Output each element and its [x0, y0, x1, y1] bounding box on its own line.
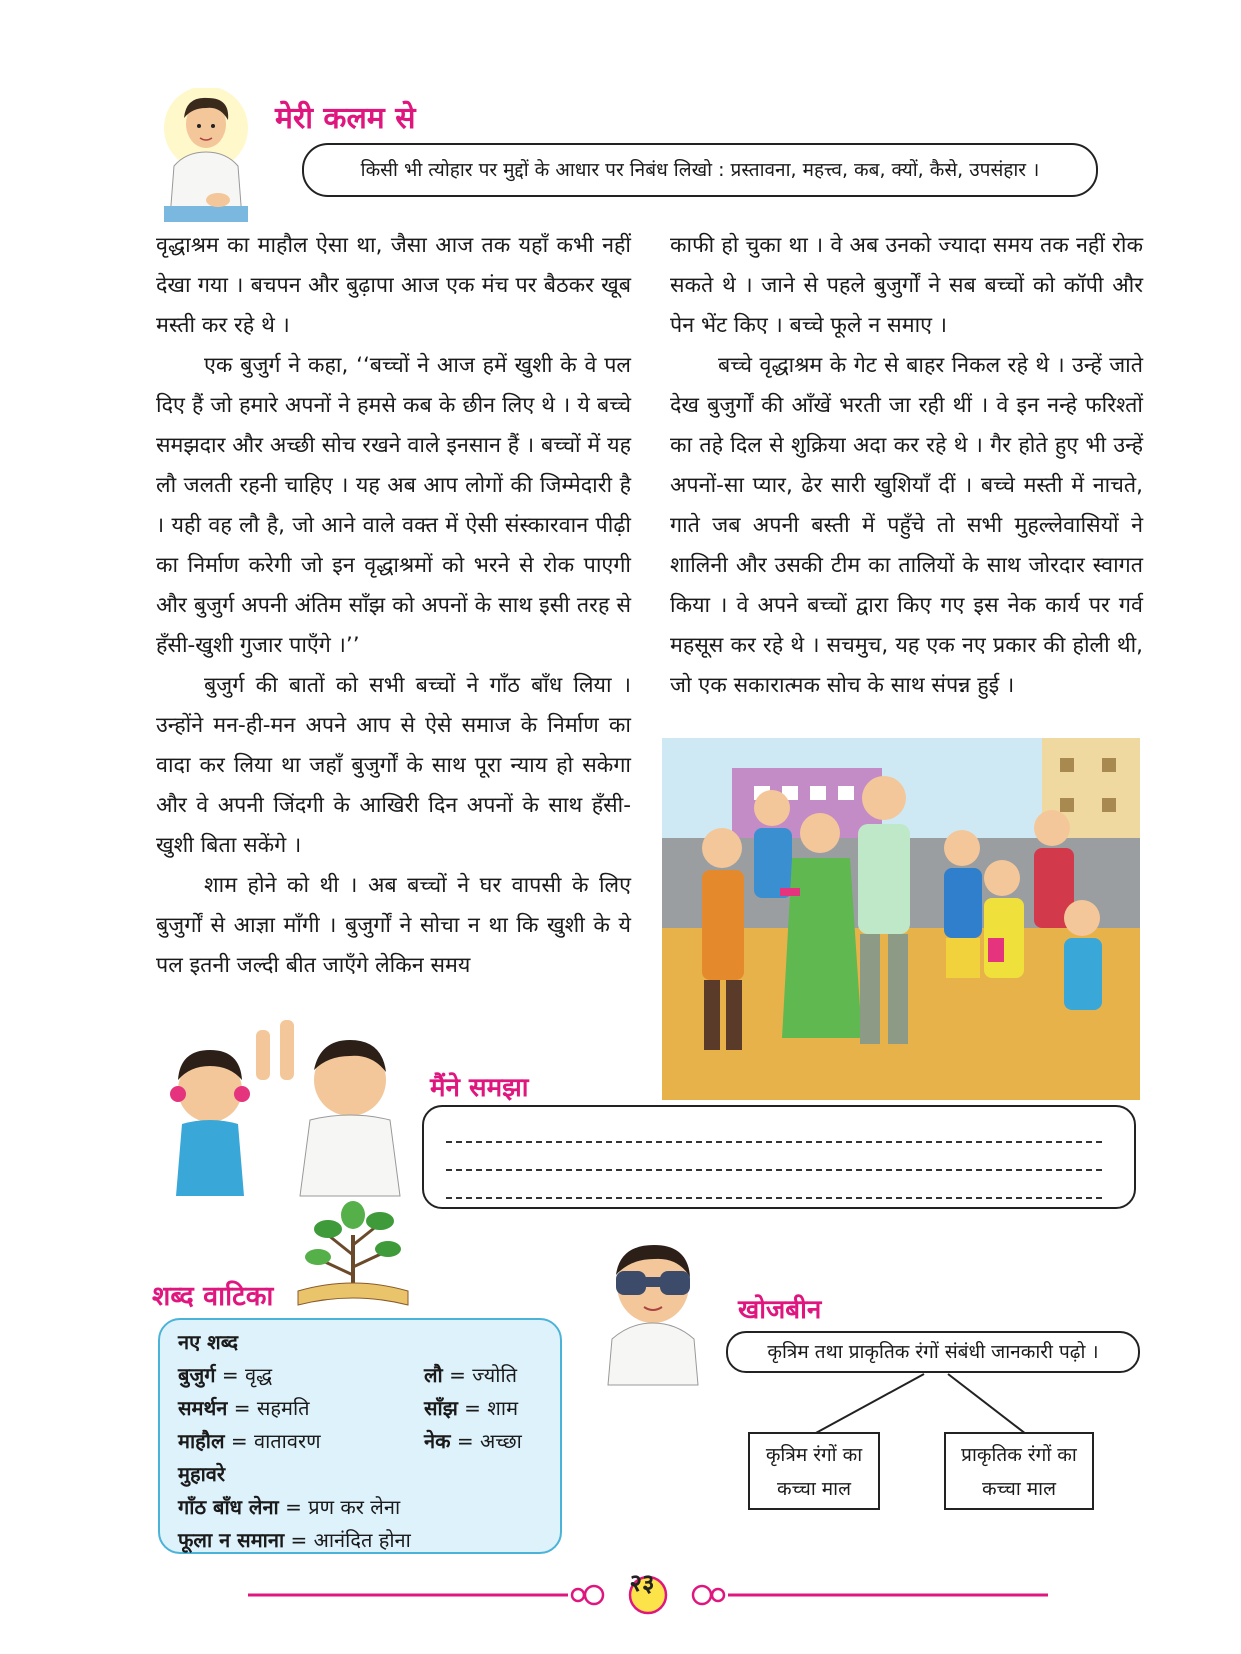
kids-raising-hands-illustration — [160, 1020, 450, 1200]
box-line: कच्चा माल — [982, 1478, 1056, 1500]
idiom-meaning: = आनंदित होना — [284, 1528, 411, 1552]
word: साँझ — [424, 1396, 458, 1420]
khojbeen-prompt: कृत्रिम तथा प्राकृतिक रंगों संबंधी जानकारी पढ़ो । — [726, 1331, 1140, 1373]
story-paragraph: वृद्धाश्रम का माहौल ऐसा था, जैसा आज तक यहाँ कभी नहीं देखा गया । बचपन और बुढ़ापा आज एक मंच पर बैठकर खूब मस्ती कर रहे थे । — [156, 233, 631, 338]
boy-binoculars-illustration — [594, 1235, 712, 1390]
plant-book-icon — [288, 1195, 418, 1310]
shabd-vatika-box — [158, 1318, 562, 1554]
idiom: फूला न समाना — [178, 1528, 285, 1552]
word-meaning: = शाम — [457, 1396, 519, 1420]
story-column-right — [670, 226, 1143, 706]
story-column-left — [156, 226, 631, 986]
word: समर्थन — [178, 1396, 228, 1420]
story-paragraph: बच्चे वृद्धाश्रम के गेट से बाहर निकल रहे थे । उन्हें जाते देख बुजुर्गों की आँखें भरती जा रही थीं । वे इन नन्हे फरिश्तों का तहे दिल से शुक्रिया अदा कर रहे थे । गैर होते हुए भी उन्हें अपनों-सा प्यार, ढेर सारी खुशियाँ दीं । बच्चे मस्ती में नाचते, गाते जब अपनी बस्ती में पहुँचे तो सभी मुहल्लेवासियों ने शालिनी और उसकी टीम का तालियों के साथ जोरदार स्वागत किया । वे अपने बच्चों द्वारा किए गए इस नेक कार्य पर गर्व महसूस कर रहे थे । सचमुच, यह एक नए प्रकार की होली थी, जो एक सकारात्मक सोच के साथ संपन्न हुई । — [670, 353, 1143, 698]
meri-kalam-title: मेरी कलम से — [275, 101, 416, 136]
story-paragraph: शाम होने को थी । अब बच्चों ने घर वापसी के लिए बुजुर्गों से आज्ञा माँगी । बुजुर्गों ने सोचा न था कि खुशी के ये पल इतनी जल्दी बीत जाएँगे लेकिन समय — [156, 873, 631, 978]
answer-line[interactable] — [446, 1171, 1102, 1199]
idiom: गाँठ बाँध लेना — [178, 1495, 279, 1519]
word-pair-row — [178, 1359, 546, 1392]
holi-celebration-illustration — [662, 738, 1140, 1100]
word: माहौल — [178, 1429, 225, 1453]
word-pair-row — [178, 1392, 546, 1425]
answer-line[interactable] — [446, 1143, 1102, 1171]
word: बुजुर्ग — [178, 1363, 216, 1387]
idiom-row — [178, 1491, 546, 1524]
essay-prompt: किसी भी त्योहार पर मुद्दों के आधार पर निबंध लिखो : प्रस्तावना, महत्त्व, कब, क्यों, कैसे, उपसंहार । — [302, 143, 1098, 197]
word-meaning: = वृद्ध — [215, 1363, 273, 1387]
story-paragraph: बुजुर्ग की बातों को सभी बच्चों ने गाँठ बाँध लिया । उन्होंने मन-ही-मन अपने आप से ऐसे समाज के निर्माण का वादा कर लिया था जहाँ बुजुर्गों के साथ पूरा न्याय हो सकेगा और वे अपनी जिंदगी के आखिरी दिन अपनों के साथ हँसी-खुशी बिता सकेंगे । — [156, 673, 631, 858]
word-pair-row — [178, 1425, 546, 1458]
word-meaning: = अच्छा — [450, 1429, 522, 1453]
new-words-heading: नए शब्द — [178, 1330, 239, 1354]
artificial-colors-box — [748, 1432, 880, 1510]
idioms-heading: मुहावरे — [178, 1462, 226, 1486]
word: लौ — [424, 1363, 443, 1387]
answer-line[interactable] — [446, 1115, 1102, 1143]
maine-samjha-answer-box[interactable] — [422, 1105, 1136, 1209]
word-meaning: = सहमति — [227, 1396, 310, 1420]
box-line: कच्चा माल — [777, 1478, 851, 1500]
idiom-meaning: = प्रण कर लेना — [278, 1495, 401, 1519]
connector-lines — [800, 1370, 1100, 1440]
page-number: २३ — [629, 1569, 655, 1597]
shabd-vatika-title: शब्द वाटिका — [152, 1281, 274, 1312]
natural-colors-box — [944, 1432, 1094, 1510]
boy-writing-illustration — [156, 88, 256, 228]
khojbeen-title: खोजबीन — [738, 1295, 822, 1325]
story-paragraph: काफी हो चुका था । वे अब उनको ज्यादा समय तक नहीं रोक सकते थे । जाने से पहले बुजुर्गों ने सब बच्चों को कॉपी और पेन भेंट किए । बच्चे फूले न समाए । — [670, 233, 1143, 338]
word-meaning: = ज्योति — [442, 1363, 518, 1387]
maine-samjha-title: मैंने समझा — [430, 1073, 529, 1103]
word-meaning: = वातावरण — [224, 1429, 321, 1453]
box-line: प्राकृतिक रंगों का — [961, 1444, 1077, 1466]
word: नेक — [424, 1429, 451, 1453]
story-paragraph: एक बुजुर्ग ने कहा, ‘‘बच्चों ने आज हमें खुशी के वे पल दिए हैं जो हमारे अपनों ने हमसे कब के छीन लिए थे । ये बच्चे समझदार और अच्छी सोच रखने वाले इनसान हैं । बच्चों में यह लौ जलती रहनी चाहिए । यह अब आप लोगों की जिम्मेदारी है । यही वह लौ है, जो आने वाले वक्त में ऐसी संस्कारवान पीढ़ी का निर्माण करेगी जो इन वृद्धाश्रमों को भरने से रोक पाएगी और बुजुर्ग अपनी अंतिम साँझ को अपनों के साथ इसी तरह से हँसी-खुशी गुजार पाएँगे ।’’ — [156, 353, 631, 658]
idiom-row — [178, 1524, 546, 1557]
box-line: कृत्रिम रंगों का — [765, 1444, 863, 1466]
